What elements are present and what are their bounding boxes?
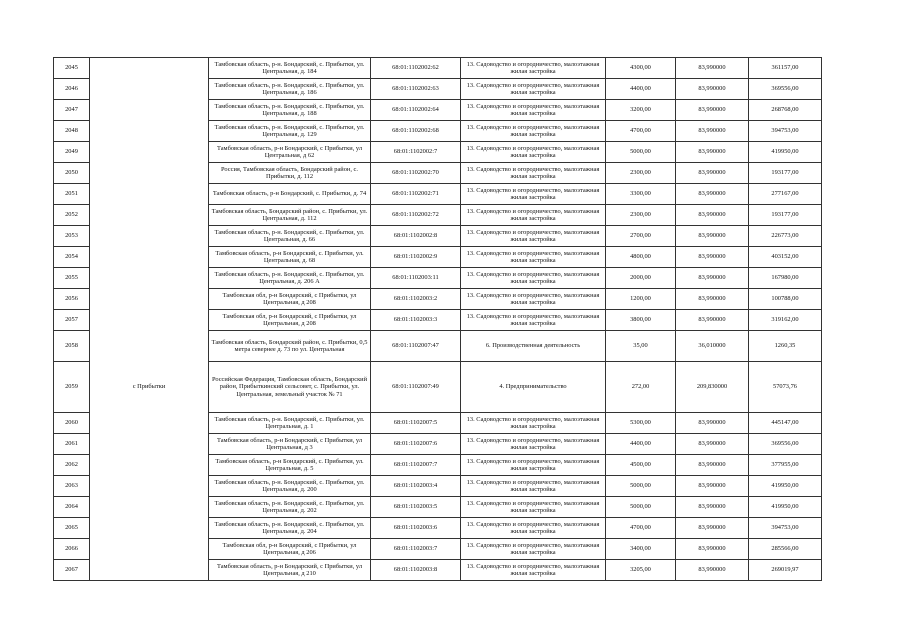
cadastral-value: 167980,00 bbox=[749, 268, 822, 289]
cadastral-value: 268768,00 bbox=[749, 100, 822, 121]
cadastral-value: 193177,00 bbox=[749, 163, 822, 184]
specific-value: 83,990000 bbox=[676, 58, 749, 79]
cadastral-value: 319162,00 bbox=[749, 310, 822, 331]
address: Тамбовская область, Бондарский район, с. Прибытки, ул. Центральная, д. 112 bbox=[209, 205, 371, 226]
row-number: 2063 bbox=[54, 476, 90, 497]
specific-value: 83,990000 bbox=[676, 121, 749, 142]
cadastral-number: 68:01:1102003:2 bbox=[371, 289, 461, 310]
area: 2300,00 bbox=[606, 163, 676, 184]
cadastral-number: 68:01:1102003:8 bbox=[371, 560, 461, 581]
cadastral-value: 377955,00 bbox=[749, 455, 822, 476]
land-use-category: 13. Садоводство и огородничество, малоэтажная жилая застройка bbox=[461, 289, 606, 310]
area: 3200,00 bbox=[606, 100, 676, 121]
area: 5300,00 bbox=[606, 413, 676, 434]
address: Тамбовская область, р-н. Бондарский, с. Прибытки, ул. Центральная, д. 206 А bbox=[209, 268, 371, 289]
specific-value: 83,990000 bbox=[676, 100, 749, 121]
row-number: 2047 bbox=[54, 100, 90, 121]
land-use-category: 13. Садоводство и огородничество, малоэтажная жилая застройка bbox=[461, 268, 606, 289]
land-use-category: 13. Садоводство и огородничество, малоэтажная жилая застройка bbox=[461, 100, 606, 121]
area: 5000,00 bbox=[606, 142, 676, 163]
cadastral-number: 68:01:1102002:72 bbox=[371, 205, 461, 226]
specific-value: 83,990000 bbox=[676, 247, 749, 268]
address: Тамбовская область, р-н. Бондарский, с. Прибытки, ул. Центральная, д. 1 bbox=[209, 413, 371, 434]
cadastral-number: 68:01:1102003:3 bbox=[371, 310, 461, 331]
specific-value: 83,990000 bbox=[676, 205, 749, 226]
specific-value: 83,990000 bbox=[676, 539, 749, 560]
cadastral-number: 68:01:1102003:11 bbox=[371, 268, 461, 289]
specific-value: 83,990000 bbox=[676, 497, 749, 518]
row-number: 2066 bbox=[54, 539, 90, 560]
row-number: 2062 bbox=[54, 455, 90, 476]
cadastral-value: 57073,76 bbox=[749, 362, 822, 413]
cadastral-value: 277167,00 bbox=[749, 184, 822, 205]
cadastral-number: 68:01:1102002:63 bbox=[371, 79, 461, 100]
row-number: 2054 bbox=[54, 247, 90, 268]
row-number: 2064 bbox=[54, 497, 90, 518]
address: Тамбовская область, р-н. Бондарский, с. Прибытки, ул. Центральная, д. 204 bbox=[209, 518, 371, 539]
area: 5000,00 bbox=[606, 476, 676, 497]
specific-value: 83,990000 bbox=[676, 79, 749, 100]
address: Тамбовская область, р-н. Бондарский, с. Прибытки, ул. Центральная, д. 188 bbox=[209, 100, 371, 121]
row-number: 2053 bbox=[54, 226, 90, 247]
specific-value: 83,990000 bbox=[676, 518, 749, 539]
specific-value: 83,990000 bbox=[676, 476, 749, 497]
land-use-category: 13. Садоводство и огородничество, малоэтажная жилая застройка bbox=[461, 121, 606, 142]
cadastral-number: 68:01:1102002:70 bbox=[371, 163, 461, 184]
row-number: 2056 bbox=[54, 289, 90, 310]
cadastral-value: 1260,35 bbox=[749, 331, 822, 362]
address: Российская Федерация, Тамбовская область, Бондарский район, Прибыткинский сельсовет, с. Прибытки, ул. Центральная, земельный участок № 71 bbox=[209, 362, 371, 413]
row-number: 2059 bbox=[54, 362, 90, 413]
table-body bbox=[54, 58, 822, 581]
cadastral-value: 361157,00 bbox=[749, 58, 822, 79]
row-number: 2065 bbox=[54, 518, 90, 539]
area: 5000,00 bbox=[606, 497, 676, 518]
settlement-cell bbox=[90, 58, 209, 581]
cadastral-number: 68:01:1102002:71 bbox=[371, 184, 461, 205]
cadastral-value: 369556,00 bbox=[749, 434, 822, 455]
cadastral-number: 68:01:1102007:49 bbox=[371, 362, 461, 413]
land-use-category: 13. Садоводство и огородничество, малоэтажная жилая застройка bbox=[461, 434, 606, 455]
land-use-category: 13. Садоводство и огородничество, малоэтажная жилая застройка bbox=[461, 497, 606, 518]
row-number: 2067 bbox=[54, 560, 90, 581]
row-number: 2061 bbox=[54, 434, 90, 455]
land-use-category: 13. Садоводство и огородничество, малоэтажная жилая застройка bbox=[461, 310, 606, 331]
specific-value: 83,990000 bbox=[676, 184, 749, 205]
land-use-category: 13. Садоводство и огородничество, малоэтажная жилая застройка bbox=[461, 560, 606, 581]
cadastral-value: 394753,00 bbox=[749, 121, 822, 142]
specific-value: 83,990000 bbox=[676, 455, 749, 476]
land-use-category: 13. Садоводство и огородничество, малоэтажная жилая застройка bbox=[461, 163, 606, 184]
land-use-category: 13. Садоводство и огородничество, малоэтажная жилая застройка bbox=[461, 58, 606, 79]
cadastral-number: 68:01:1102007:5 bbox=[371, 413, 461, 434]
address: Тамбовская обл, р-н Бондарский, с Прибытки, ул Центральная, д 208 bbox=[209, 289, 371, 310]
land-use-category: 4. Предпринимательство bbox=[461, 362, 606, 413]
cadastral-number: 68:01:1102007:6 bbox=[371, 434, 461, 455]
specific-value: 83,990000 bbox=[676, 289, 749, 310]
address: Тамбовская область, р-н Бондарский, с. Прибытки, д. 74 bbox=[209, 184, 371, 205]
area: 3800,00 bbox=[606, 310, 676, 331]
address: Тамбовская область, р-н Бондарский, с Прибытки, ул Центральная, д 62 bbox=[209, 142, 371, 163]
cadastral-number: 68:01:1102002:7 bbox=[371, 142, 461, 163]
address: Тамбовская область, р-н Бондарский, с. Прибытки, ул. Центральная, д. 68 bbox=[209, 247, 371, 268]
row-number: 2057 bbox=[54, 310, 90, 331]
row-number: 2051 bbox=[54, 184, 90, 205]
address: Тамбовская обл, р-н Бондарский, с Прибытки, ул Центральная, д 206 bbox=[209, 539, 371, 560]
row-number: 2049 bbox=[54, 142, 90, 163]
land-use-category: 13. Садоводство и огородничество, малоэтажная жилая застройка bbox=[461, 247, 606, 268]
row-number: 2046 bbox=[54, 79, 90, 100]
address: Тамбовская область, р-н Бондарский, с Прибытки, ул Центральная, д 210 bbox=[209, 560, 371, 581]
area: 4400,00 bbox=[606, 79, 676, 100]
area: 4300,00 bbox=[606, 58, 676, 79]
cadastral-number: 68:01:1102007:47 bbox=[371, 331, 461, 362]
address: Россия, Тамбовская область, Бондарский район, с. Прибытки, д. 112 bbox=[209, 163, 371, 184]
land-use-category: 6. Производственная деятельность bbox=[461, 331, 606, 362]
area: 1200,00 bbox=[606, 289, 676, 310]
address: Тамбовская область, р-н Бондарский, с Прибытки, ул Центральная, д 3 bbox=[209, 434, 371, 455]
area: 3400,00 bbox=[606, 539, 676, 560]
cadastral-number: 68:01:1102003:5 bbox=[371, 497, 461, 518]
land-use-category: 13. Садоводство и огородничество, малоэтажная жилая застройка bbox=[461, 184, 606, 205]
area: 4400,00 bbox=[606, 434, 676, 455]
cadastral-number: 68:01:1102002:64 bbox=[371, 100, 461, 121]
area: 2300,00 bbox=[606, 205, 676, 226]
cadastral-value: 403152,00 bbox=[749, 247, 822, 268]
cadastral-number: 68:01:1102002:68 bbox=[371, 121, 461, 142]
address: Тамбовская область, р-н. Бондарский, с. Прибытки, ул. Центральная, д. 202 bbox=[209, 497, 371, 518]
cadastral-number: 68:01:1102002:8 bbox=[371, 226, 461, 247]
row-number: 2058 bbox=[54, 331, 90, 362]
specific-value: 83,990000 bbox=[676, 560, 749, 581]
area: 4800,00 bbox=[606, 247, 676, 268]
cadastral-value: 100788,00 bbox=[749, 289, 822, 310]
land-use-category: 13. Садоводство и огородничество, малоэтажная жилая застройка bbox=[461, 413, 606, 434]
cadastral-value: 269019,97 bbox=[749, 560, 822, 581]
cadastral-value: 285566,00 bbox=[749, 539, 822, 560]
cadastral-value: 369556,00 bbox=[749, 79, 822, 100]
cadastral-value: 419950,00 bbox=[749, 476, 822, 497]
land-use-category: 13. Садоводство и огородничество, малоэтажная жилая застройка bbox=[461, 518, 606, 539]
cadastral-number: 68:01:1102003:4 bbox=[371, 476, 461, 497]
address: Тамбовская область, р-н. Бондарский, с. Прибытки, ул. Центральная, д. 184 bbox=[209, 58, 371, 79]
address: Тамбовская обл, р-н Бондарский, с Прибытки, ул Центральная, д 208 bbox=[209, 310, 371, 331]
area: 4700,00 bbox=[606, 121, 676, 142]
address: Тамбовская область, р-н. Бондарский, с. Прибытки, ул. Центральная, д. 186 bbox=[209, 79, 371, 100]
row-number: 2045 bbox=[54, 58, 90, 79]
cadastral-value-table bbox=[53, 57, 822, 581]
specific-value: 83,990000 bbox=[676, 413, 749, 434]
area: 2700,00 bbox=[606, 226, 676, 247]
land-use-category: 13. Садоводство и огородничество, малоэтажная жилая застройка bbox=[461, 539, 606, 560]
cadastral-number: 68:01:1102007:7 bbox=[371, 455, 461, 476]
cadastral-number: 68:01:1102003:6 bbox=[371, 518, 461, 539]
cadastral-value: 226773,00 bbox=[749, 226, 822, 247]
row-number: 2055 bbox=[54, 268, 90, 289]
address: Тамбовская область, р-н. Бондарский, с. Прибытки, ул. Центральная, д. 66 bbox=[209, 226, 371, 247]
cadastral-value: 445147,00 bbox=[749, 413, 822, 434]
row-number: 2060 bbox=[54, 413, 90, 434]
address: Тамбовская область, Бондарский район, с. Прибытки, 0,5 метра севернее д. 73 по ул. Центральная bbox=[209, 331, 371, 362]
settlement-name: с Прибытки bbox=[132, 383, 166, 391]
cadastral-value: 193177,00 bbox=[749, 205, 822, 226]
land-use-category: 13. Садоводство и огородничество, малоэтажная жилая застройка bbox=[461, 226, 606, 247]
land-use-category: 13. Садоводство и огородничество, малоэтажная жилая застройка bbox=[461, 205, 606, 226]
specific-value: 83,990000 bbox=[676, 310, 749, 331]
specific-value: 83,990000 bbox=[676, 226, 749, 247]
address: Тамбовская область, р-н Бондарский, с. Прибытки, ул. Центральная, д. 5 bbox=[209, 455, 371, 476]
area: 4700,00 bbox=[606, 518, 676, 539]
row-number: 2052 bbox=[54, 205, 90, 226]
row-number: 2050 bbox=[54, 163, 90, 184]
table-row bbox=[54, 58, 822, 79]
cadastral-number: 68:01:1102002:62 bbox=[371, 58, 461, 79]
address: Тамбовская область, р-н. Бондарский, с. Прибытки, ул. Центральная, д. 129 bbox=[209, 121, 371, 142]
cadastral-number: 68:01:1102003:7 bbox=[371, 539, 461, 560]
specific-value: 83,990000 bbox=[676, 434, 749, 455]
land-use-category: 13. Садоводство и огородничество, малоэтажная жилая застройка bbox=[461, 79, 606, 100]
area: 3300,00 bbox=[606, 184, 676, 205]
cadastral-value: 419950,00 bbox=[749, 497, 822, 518]
address: Тамбовская область, р-н. Бондарский, с. Прибытки, ул. Центральная, д. 200 bbox=[209, 476, 371, 497]
land-use-category: 13. Садоводство и огородничество, малоэтажная жилая застройка bbox=[461, 142, 606, 163]
cadastral-value: 394753,00 bbox=[749, 518, 822, 539]
specific-value: 83,990000 bbox=[676, 268, 749, 289]
cadastral-number: 68:01:1102002:9 bbox=[371, 247, 461, 268]
area: 272,00 bbox=[606, 362, 676, 413]
area: 3205,00 bbox=[606, 560, 676, 581]
specific-value: 36,010000 bbox=[676, 331, 749, 362]
area: 35,00 bbox=[606, 331, 676, 362]
area: 2000,00 bbox=[606, 268, 676, 289]
cadastral-value: 419950,00 bbox=[749, 142, 822, 163]
specific-value: 209,830000 bbox=[676, 362, 749, 413]
specific-value: 83,990000 bbox=[676, 142, 749, 163]
area: 4500,00 bbox=[606, 455, 676, 476]
specific-value: 83,990000 bbox=[676, 163, 749, 184]
land-use-category: 13. Садоводство и огородничество, малоэтажная жилая застройка bbox=[461, 455, 606, 476]
land-use-category: 13. Садоводство и огородничество, малоэтажная жилая застройка bbox=[461, 476, 606, 497]
row-number: 2048 bbox=[54, 121, 90, 142]
